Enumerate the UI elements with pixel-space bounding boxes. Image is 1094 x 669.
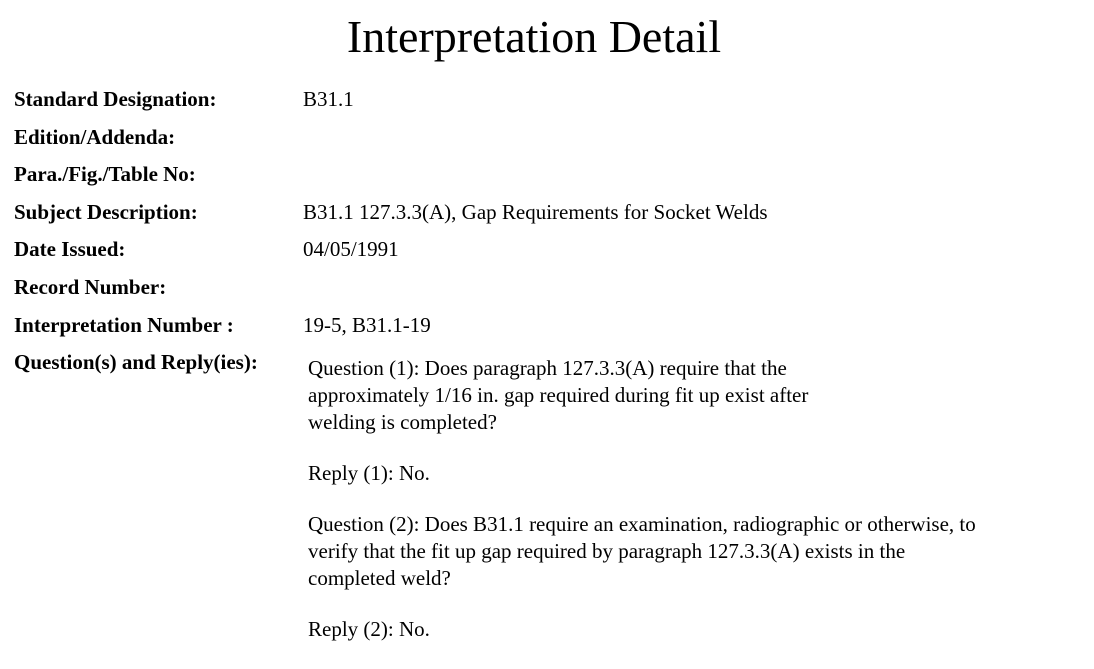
field-label: Subject Description: [14,199,198,224]
field-row-record-number [14,272,1084,310]
reply-2-paragraph [308,616,1084,643]
interpretation-detail-table [14,84,1084,642]
text-line: Reply (2): No. [308,617,430,642]
page-title: Interpretation Detail [346,11,722,62]
question-1-paragraph [308,355,1084,436]
field-row-para-fig-table [14,159,1084,197]
text-line: Question (2): Does B31.1 require an examination, radiographic or otherwise, to [308,512,976,537]
field-label: Standard Designation: [14,87,217,111]
field-label: Date Issued: [14,237,126,262]
text-line: approximately 1/16 in. gap required during fit up exist after [308,383,809,408]
question-reply-label: Question(s) and Reply(ies): [14,350,258,375]
field-row-standard-designation [14,84,1084,122]
field-value: 19-5, B31.1-19 [303,312,431,337]
reply-1-paragraph [308,460,1084,487]
field-label: Record Number: [14,274,167,299]
field-row-edition-addenda [14,122,1084,160]
field-value: B31.1 127.3.3(A), Gap Requirements for Socket Welds [303,199,768,224]
field-label: Interpretation Number : [14,312,234,337]
field-row-subject-description [14,197,1084,235]
text-line: Question (1): Does paragraph 127.3.3(A) require that the [308,356,787,381]
field-label: Edition/Addenda: [14,124,176,149]
text-line: completed weld? [308,566,451,591]
text-line: Reply (1): No. [308,461,430,486]
field-row-interpretation-number [14,310,1084,348]
field-value: 04/05/1991 [303,237,399,262]
field-label: Para./Fig./Table No: [14,162,196,187]
question-2-paragraph [308,511,1084,592]
text-line: verify that the fit up gap required by paragraph 127.3.3(A) exists in the [308,539,906,564]
text-line: welding is completed? [308,410,497,435]
question-reply-body [308,355,1084,667]
field-value: B31.1 [303,87,354,111]
field-row-date-issued [14,234,1084,272]
